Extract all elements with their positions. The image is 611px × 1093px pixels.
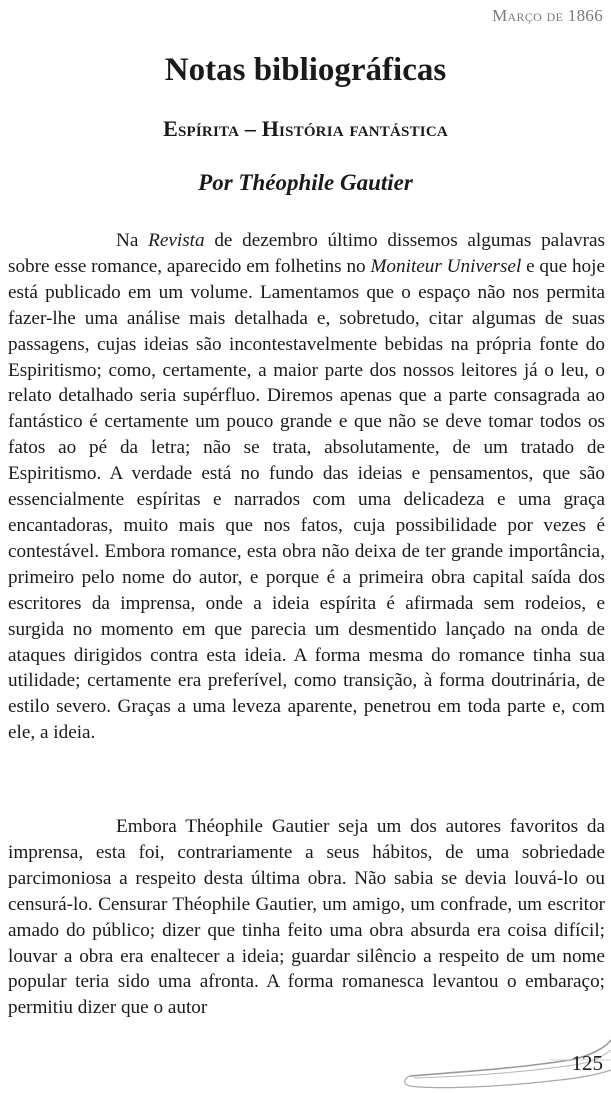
article-byline: Por Théophile Gautier xyxy=(198,170,413,195)
paragraph-1-segment-5: e que hoje está publicado em um volume. Lamentamos que o espaço não nos permita fazer-lhe uma análise mais detalhada e, sobretudo, citar algumas de suas passagens, cujas ideias são incontestavelmente bebidas na própria fonte do Espiritismo; como, certamente, a maior parte dos nossos leitores já o leu, o relato detalhado seria supérfluo. Diremos apenas que a parte consagrada ao fantástico é certamente um pouco grande e que não se deve tomar todos os fatos ao pé da letra; não se trata, absolutamente, de um tratado de Espiritismo. A verdade está no fundo das ideias e pensamentos, que são essencialmente espíritas e narrados com uma delicadeza e uma graça encantadoras, muito mais que nos fatos, cuja possibilidade por vezes é contestável. Embora romance, esta obra não deixa de ter grande importância, primeiro pelo nome do autor, e porque é a primeira obra capital saída dos escritores da imprensa, onde a ideia espírita é afirmada sem rodeios, e surgida no momento em que parecia um desmentido lançado na onda de ataques dirigidos contra esta ideia. A forma mesma do romance tinha sua utilidade; certamente era preferível, como transição, à forma doutrinária, de estilo severo. Graças a uma leveza aparente, penetrou em toda parte e, com ele, a ideia. xyxy=(8,255,605,744)
paragraph-1-segment-3: de dezembro último dissemos algumas palavras sobre esse romance, aparecido em folhetins no xyxy=(8,230,606,277)
paragraph-1 xyxy=(8,228,605,746)
paragraph-1-italic-revista: Revista xyxy=(148,230,205,251)
paragraph-2 xyxy=(8,814,605,1021)
page-number: 125 xyxy=(571,1051,603,1075)
running-head: Março de 1866 xyxy=(492,6,603,25)
paragraph-1-italic-moniteur: Moniteur Universel xyxy=(370,255,522,277)
paragraph-1-segment-1: Na xyxy=(116,230,149,251)
article-title: Notas bibliográficas xyxy=(164,52,447,88)
article-subtitle: Espírita – História fantástica xyxy=(163,116,448,141)
paragraph-2-text: Embora Théophile Gautier seja um dos autores favoritos da imprensa, esta foi, contrariamente a seus hábitos, de uma sobriedade parcimoniosa a respeito desta última obra. Não sabia se devia louvá-lo ou censurá-lo. Censurar Théophile Gautier, um amigo, um confrade, um escritor amado do público; dizer que tinha feito uma obra absurda era coisa difícil; louvar a obra era enaltecer a ideia; guardar silêncio a respeito de um nome popular teria sido uma afronta. A forma romanesca levantou o embaraço; permitiu dizer que o autor xyxy=(8,816,605,1019)
